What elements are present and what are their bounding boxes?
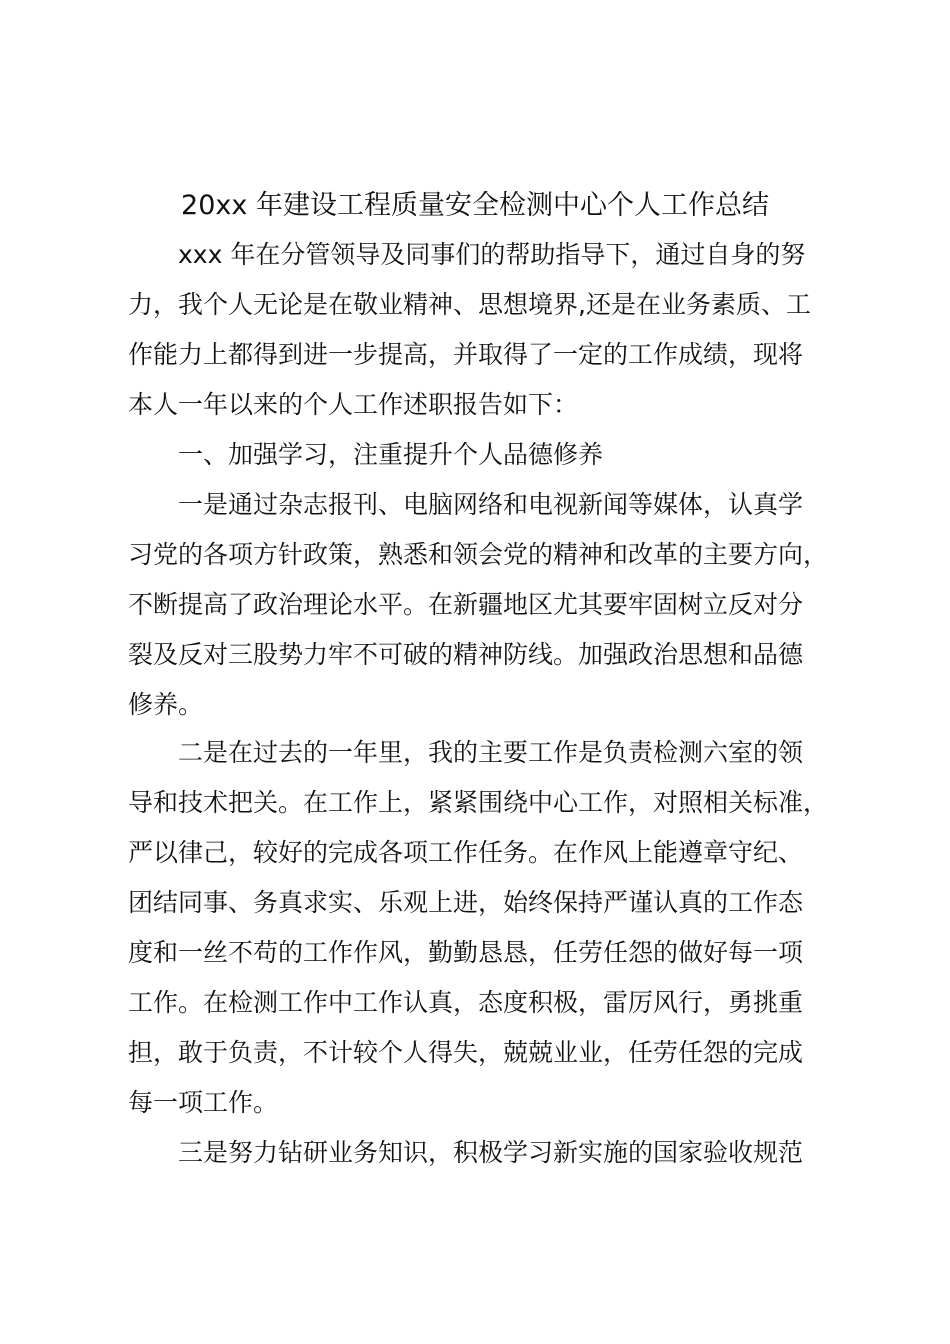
section-heading: 一、加强学习，注重提升个人品德修养 [178, 440, 604, 469]
text-line: 三是努力钻研业务知识，积极学习新实施的国家验收规范 [178, 1138, 804, 1167]
text-line: 裂及反对三股势力牢不可破的精神防线。加强政治思想和品德 [128, 640, 804, 669]
text-line: 工作。在检测工作中工作认真，态度积极，雷厉风行，勇挑重 [128, 988, 804, 1017]
text-line: 修养。 [128, 690, 204, 719]
text-line: 本人一年以来的个人工作述职报告如下： [128, 390, 579, 419]
text-line: 力，我个人无论是在敬业精神、思想境界,还是在业务素质、工 [128, 290, 811, 319]
text-line: 每一项工作。 [128, 1088, 279, 1117]
text-line: 作能力上都得到进一步提高，并取得了一定的工作成绩，现将 [128, 340, 804, 369]
text-line: 不断提高了政治理论水平。在新疆地区尤其要牢固树立反对分 [128, 590, 804, 619]
text-line: 度和一丝不苟的工作作风，勤勤恳恳，任劳任怨的做好每一项 [128, 938, 804, 967]
text-line: 严以律己，较好的完成各项工作任务。在作风上能遵章守纪、 [128, 838, 804, 867]
document-title: 20xx 年建设工程质量安全检测中心个人工作总结 [181, 190, 769, 221]
text-line: 团结同事、务真求实、乐观上进，始终保持严谨认真的工作态 [128, 888, 804, 917]
text-line: 习党的各项方针政策，熟悉和领会党的精神和改革的主要方向， [128, 540, 829, 569]
text-line: 导和技术把关。在工作上，紧紧围绕中心工作，对照相关标准， [128, 788, 829, 817]
text-line: 二是在过去的一年里，我的主要工作是负责检测六室的领 [178, 738, 804, 767]
text-line: 一是通过杂志报刊、电脑网络和电视新闻等媒体，认真学 [178, 490, 804, 519]
text-line: xxx 年在分管领导及同事们的帮助指导下，通过自身的努 [178, 240, 806, 269]
text-line: 担，敢于负责，不计较个人得失，兢兢业业，任劳任怨的完成 [128, 1038, 804, 1067]
